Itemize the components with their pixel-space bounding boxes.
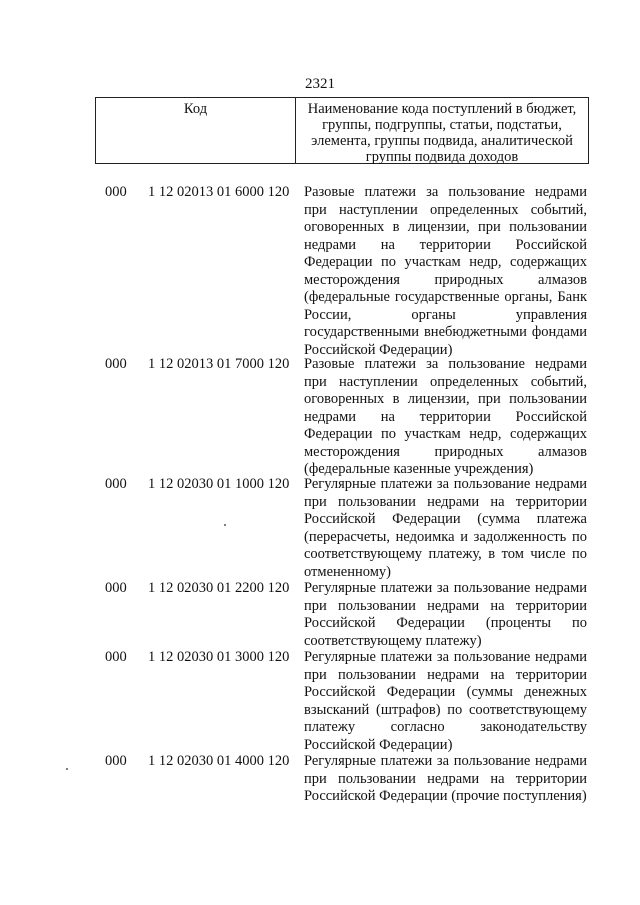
table-row <box>0 580 640 649</box>
income-code: 1 12 02030 01 1000 120 <box>148 476 290 492</box>
income-description: Регулярные платежи за пользование недрами при пользовании недрами на территории Российской Федерации (прочие поступления) <box>304 753 587 804</box>
table-row <box>0 753 640 823</box>
table-row <box>0 476 640 580</box>
income-code: 1 12 02030 01 2200 120 <box>148 580 290 596</box>
income-code: 1 12 02013 01 7000 120 <box>148 356 290 372</box>
admin-code: 000 <box>105 184 127 200</box>
income-description: Разовые платежи за пользование недрами при наступлении определенных событий, оговоренных в лицензии, при пользовании недрами на территории Российской Федерации по участкам недр, содержащих месторождения природных алмазов (федеральные государственные органы, Банк России, органы управления государственными внебюджетными фондами Российской Федерации) <box>304 184 587 358</box>
table-header <box>95 97 589 164</box>
income-code-list <box>0 184 640 823</box>
income-code: 1 12 02030 01 4000 120 <box>148 753 290 769</box>
admin-code: 000 <box>105 476 127 492</box>
table-row <box>0 356 640 476</box>
admin-code: 000 <box>105 356 127 372</box>
income-description: Разовые платежи за пользование недрами при наступлении определенных событий, оговоренных в лицензии, при пользовании недрами на территории Российской Федерации по участкам недр, содержащих месторождения природных алмазов (федеральные казенные учреждения) <box>304 356 587 477</box>
page-number: 2321 <box>305 76 335 92</box>
income-description: Регулярные платежи за пользование недрами при пользовании недрами на территории Российской Федерации (суммы денежных взысканий (штрафов) по соответствующему платежу согласно законодательству Российской Федерации) <box>304 649 587 753</box>
income-code: 1 12 02030 01 3000 120 <box>148 649 290 665</box>
admin-code: 000 <box>105 753 127 769</box>
scan-speck <box>66 768 68 770</box>
admin-code: 000 <box>105 580 127 596</box>
table-row <box>0 184 640 356</box>
header-code-column: Код <box>96 98 296 163</box>
income-code: 1 12 02013 01 6000 120 <box>148 184 290 200</box>
admin-code: 000 <box>105 649 127 665</box>
header-name-column: Наименование кода поступлений в бюджет, группы, подгруппы, статьи, подстатьи, элемента, группы подвида, аналитической группы подвида доходов <box>307 101 577 165</box>
income-description: Регулярные платежи за пользование недрами при пользовании недрами на территории Российской Федерации (проценты по соответствующему платежу) <box>304 580 587 649</box>
scan-speck <box>224 524 226 526</box>
income-description: Регулярные платежи за пользование недрами при пользовании недрами на территории Российской Федерации (сумма платежа (перерасчеты, недоимка и задолженность по соответствующему платежу, в том числе по отмененному) <box>304 476 587 580</box>
table-row <box>0 649 640 753</box>
